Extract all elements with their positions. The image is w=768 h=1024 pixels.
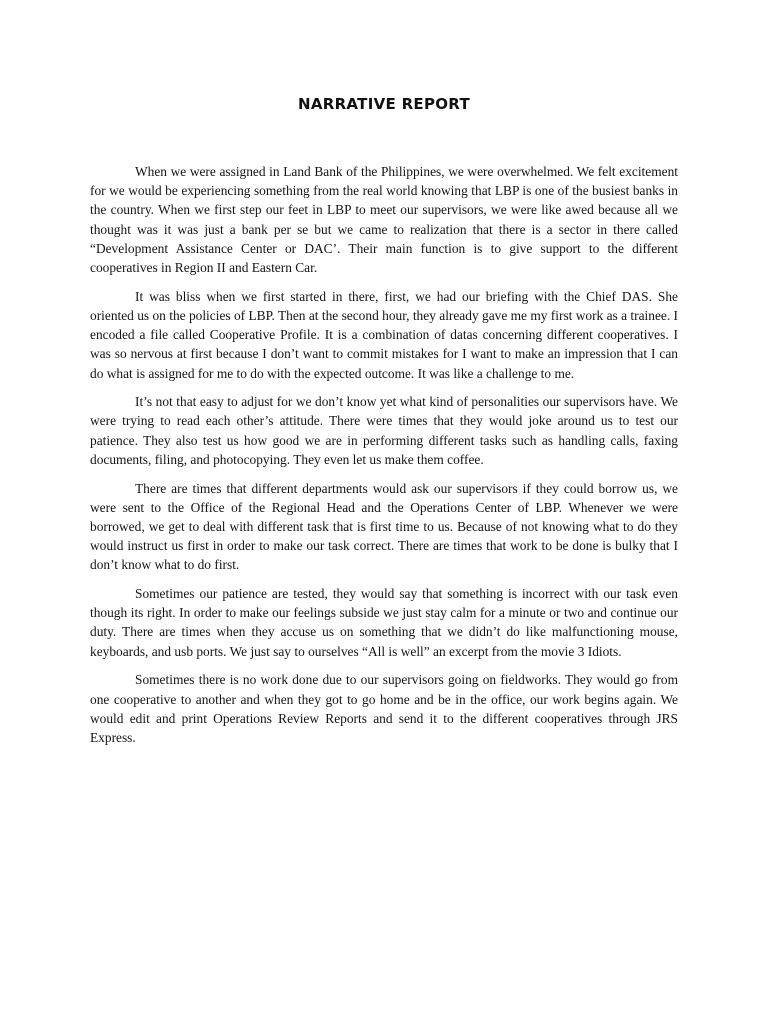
paragraph-6: Sometimes there is no work done due to our supervisors going on fieldworks. They would go from one cooperative to another and when they got to go home and be in the office, our work begins again. We would edit and print Operations Review Reports and send it to the different cooperatives through JRS Express.: [90, 672, 678, 745]
paragraph-1: When we were assigned in Land Bank of the Philippines, we were overwhelmed. We felt excitement for we would be experiencing something from the real world knowing that LBP is one of the busiest banks in the country. When we first step our feet in LBP to meet our supervisors, we were like awed because all we thought was it was just a bank per se but we came to realization that there is a sector in there called “Development Assistance Center or DAC’. Their main function is to give support to the different cooperatives in Region II and Eastern Car.: [90, 164, 678, 276]
paragraph-2: It was bliss when we first started in there, first, we had our briefing with the Chief DAS. She oriented us on the policies of LBP. Then at the second hour, they already gave me my first work as a trainee. I encoded a file called Cooperative Profile. It is a combination of datas concerning different cooperatives. I was so nervous at first because I don’t want to commit mistakes for I want to make an impression that I can do what is assigned for me to do with the expected outcome. It was like a challenge to me.: [90, 288, 678, 381]
document-title: NARRATIVE REPORT: [297, 95, 471, 113]
paragraph-4: There are times that different departments would ask our supervisors if they could borrow us, we were sent to the Office of the Regional Head and the Operations Center of LBP. Whenever we were borrowed, we get to deal with different task that is first time to us. Because of not knowing what to do they would instruct us first in order to make our task correct. There are times that work to be done is bulky that I don’t know what to do first.: [90, 480, 678, 573]
paragraph-3: It’s not that easy to adjust for we don’t know yet what kind of personalities our supervisors have. We were trying to read each other’s attitude. There were times that they would joke around us to test our patience. They also test us how good we are in performing different tasks such as handling calls, faxing documents, filing, and photocopying. They even let us make them coffee.: [90, 394, 678, 467]
paragraph-5: Sometimes our patience are tested, they would say that something is incorrect with our task even though its right. In order to make our feelings subside we just stay calm for a minute or two and continue our duty. There are times when they accuse us on something that we didn’t do like malfunctioning mouse, keyboards, and usb ports. We just say to ourselves “All is well” an excerpt from the movie 3 Idiots.: [90, 586, 678, 659]
document-body: [90, 162, 678, 757]
